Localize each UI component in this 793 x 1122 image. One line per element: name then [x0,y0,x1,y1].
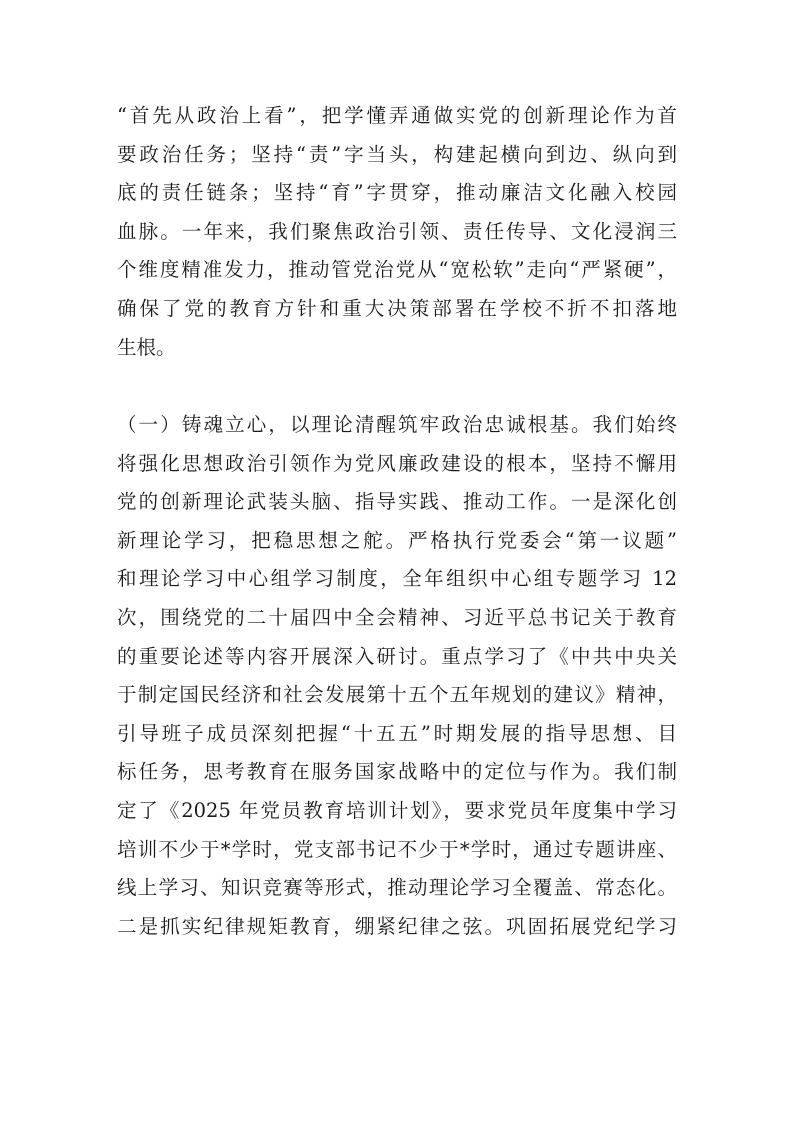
text-line: 个维度精准发力，推动管党治党从“宽松软”走向“严紧硬”， [117,258,677,282]
paragraph-section-one [117,406,677,946]
text-line: 培训不少于*学时，党支部书记不少于*学时，通过专题讲座、 [117,837,677,861]
section-heading-line: （一）铸魂立心，以理论清醒筑牢政治忠诚根基。我们始终 [117,413,677,436]
text-line: 党的创新理论武装头脑、指导实践、推动工作。一是深化创 [117,490,677,514]
text-line: 和理论学习中心组学习制度，全年组织中心组专题学习 12 [117,567,677,591]
text-line: 二是抓实纪律规矩教育，绷紧纪律之弦。巩固拓展党纪学习 [117,914,677,938]
text-line: 次，围绕党的二十届四中全会精神、习近平总书记关于教育 [117,605,677,629]
text-line: 生根。 [117,335,176,359]
text-line: 底的责任链条；坚持“育”字贯穿，推动廉洁文化融入校园 [117,181,677,205]
text-line: 标任务，思考教育在服务国家战略中的定位与作为。我们制 [117,760,677,784]
text-line: 线上学习、知识竞赛等形式，推动理论学习全覆盖、常态化。 [117,876,677,900]
text-line: 定了《2025 年党员教育培训计划》，要求党员年度集中学习 [117,798,677,822]
text-line: 确保了党的教育方针和重大决策部署在学校不折不扣落地 [117,296,677,320]
text-line: 于制定国民经济和社会发展第十五个五年规划的建议》精神， [117,683,677,707]
text-line: “首先从政治上看”，把学懂弄通做实党的创新理论作为首 [117,104,677,127]
text-line: 血脉。一年来，我们聚焦政治引领、责任传导、文化浸润三 [117,219,677,243]
paragraph-intro [117,97,677,367]
text-line: 引导班子成员深刻把握“十五五”时期发展的指导思想、目 [117,721,677,745]
text-line: 的重要论述等内容开展深入研讨。重点学习了《中共中央关 [117,644,677,668]
text-line: 将强化思想政治引领作为党风廉政建设的根本，坚持不懈用 [117,451,677,475]
text-line: 新理论学习，把稳思想之舵。严格执行党委会“第一议题” [117,528,677,552]
text-line: 要政治任务；坚持“责”字当头，构建起横向到边、纵向到 [117,142,677,166]
